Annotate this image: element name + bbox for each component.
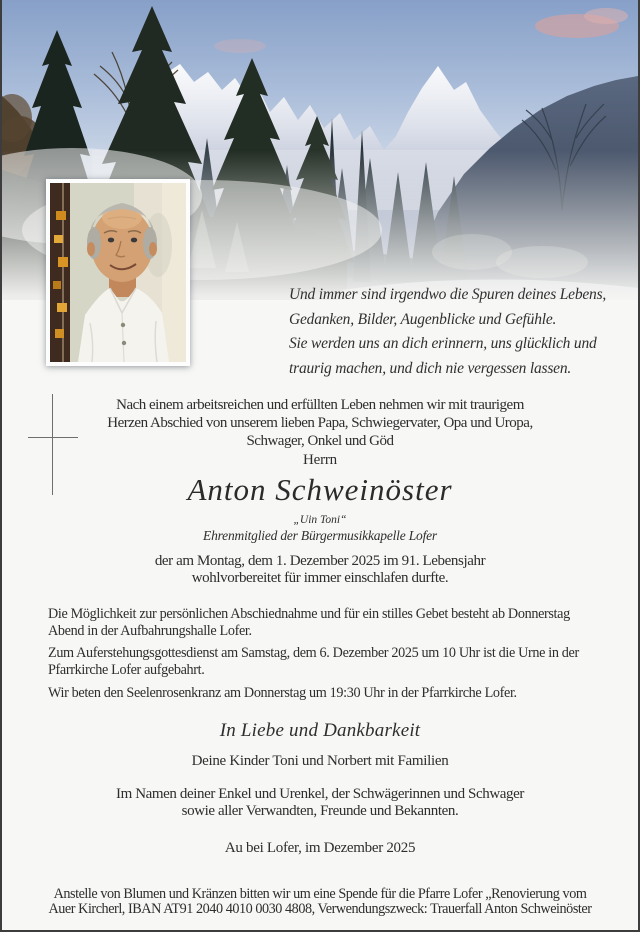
honorary-title: Ehrenmitglied der Bürgermusikkapelle Lofer (203, 528, 437, 543)
poem-line: Sie werden uns an dich erinnern, uns glücklich und (289, 335, 597, 353)
nickname: „Uin Toni“ (293, 514, 347, 526)
relatives-line: Im Namen deiner Enkel und Urenkel, der Schwägerinnen und Schwager (115, 786, 525, 802)
rosary-paragraph (48, 685, 596, 702)
rosary-line: Wir beten den Seelenrosenkranz am Donnerstag um 19:30 Uhr in der Pfarrkirche Lofer. (48, 685, 517, 701)
salutation: Herrn (303, 452, 337, 468)
relatives-text (2, 786, 638, 820)
farewell-paragraph (48, 606, 596, 640)
service-line: Pfarrkirche Lofer aufgebahrt. (48, 662, 205, 678)
place-and-date: Au bei Lofer, im Dezember 2025 (224, 840, 416, 856)
death-details-line: wohlvorbereitet für immer einschlafen durfte. (191, 570, 449, 586)
death-details-line: der am Montag, dem 1. Dezember 2025 im 91. Lebensjahr (154, 553, 486, 569)
portrait-photo (46, 179, 190, 366)
memorial-poem (289, 283, 619, 381)
children-line: Deine Kinder Toni und Norbert mit Familien (191, 753, 449, 769)
poem-line: Und immer sind irgendwo die Spuren deines Lebens, (289, 286, 607, 303)
service-paragraph (48, 645, 596, 679)
farewell-line: Abend in der Aufbahrungshalle Lofer. (48, 623, 252, 639)
relatives-line: sowie aller Verwandten, Freunde und Bekannten. (181, 803, 459, 819)
intro-line: Schwager, Onkel und Göd (246, 433, 394, 449)
closing-phrase: In Liebe und Dankbarkeit (219, 720, 421, 741)
donation-line: Auer Kircherl, IBAN AT91 2040 4010 0030 4808, Verwendungszweck: Trauerfall Anton Schweinöster (48, 900, 592, 917)
intro-text (2, 396, 638, 450)
death-details (2, 553, 638, 587)
intro-line: Herzen Abschied von unserem lieben Papa, Schwiegervater, Opa und Uropa, (107, 415, 533, 431)
service-line: Zum Auferstehungsgottesdienst am Samstag, dem 6. Dezember 2025 um 10 Uhr ist die Urne in der (48, 645, 579, 661)
deceased-name: Anton Schweinöster (187, 472, 453, 507)
donation-note (2, 887, 638, 916)
donation-line: Anstelle von Blumen und Kränzen bitten wir um eine Spende für die Pfarre Lofer „Renovierung vom (53, 886, 587, 902)
intro-line: Nach einem arbeitsreichen und erfüllten Leben nehmen wir mit traurigem (116, 397, 524, 413)
poem-line: traurig machen, und dich nie vergessen lassen. (289, 359, 572, 377)
portrait-illustration (50, 183, 186, 362)
farewell-line: Die Möglichkeit zur persönlichen Abschiednahme und für ein stilles Gebet besteht ab Donnerstag (48, 606, 570, 622)
poem-line: Gedanken, Bilder, Augenblicke und Gefühle. (289, 310, 557, 328)
